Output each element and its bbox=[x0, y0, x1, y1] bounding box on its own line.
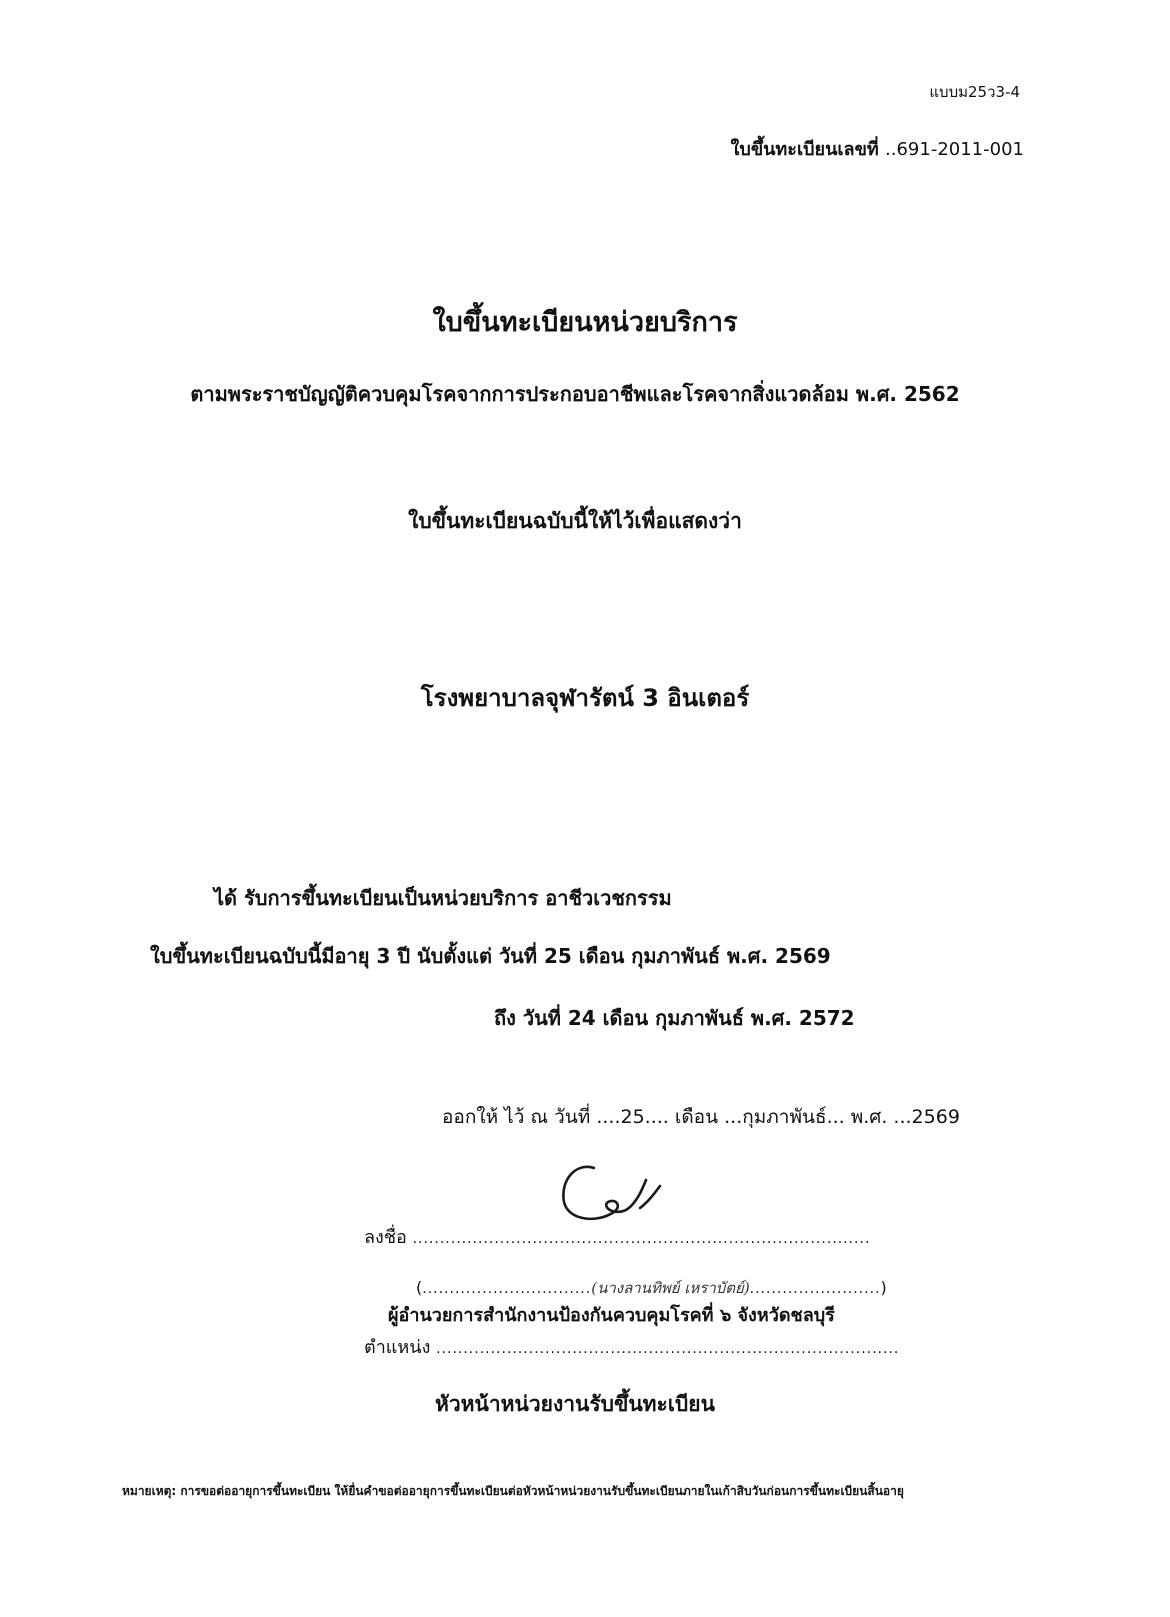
registration-service-line: ได้ รับการขึ้นทะเบียนเป็นหน่วยบริการ อาชีวเวชกรรม bbox=[214, 886, 672, 910]
validity-start-line: ใบขึ้นทะเบียนฉบับนี้มีอายุ 3 ปี นับตั้งแต่ วันที่ 25 เดือน กุมภาพันธ์ พ.ศ. 2569 bbox=[150, 944, 831, 968]
signatory-name: (นางลานทิพย์ เหราบัตย์) bbox=[591, 1279, 750, 1297]
name-dots-right: ........................ bbox=[749, 1281, 881, 1297]
registration-value: ..691-2011-001 bbox=[885, 139, 1024, 160]
registration-number bbox=[731, 134, 1024, 163]
signature-dots: .................................................................................... bbox=[412, 1231, 871, 1247]
signatory-name-line bbox=[416, 1276, 887, 1300]
position-line bbox=[364, 1332, 899, 1361]
signatory-title: ผู้อำนวยการสำนักงานป้องกันควบคุมโรคที่ ๖ จังหวัดชลบุรี bbox=[388, 1305, 835, 1326]
position-label: ตำแหน่ง bbox=[364, 1337, 431, 1358]
name-close-paren: ) bbox=[880, 1278, 887, 1297]
document-title: ใบขึ้นทะเบียนหน่วยบริการ bbox=[432, 307, 738, 338]
registration-label: ใบขึ้นทะเบียนเลขที่ bbox=[730, 139, 879, 160]
issued-date-line: ออกให้ ไว้ ณ วันที่ ....25.... เดือน ...กุมภาพันธ์... พ.ศ. ...2569 bbox=[442, 1106, 960, 1128]
name-open-paren: ( bbox=[416, 1278, 423, 1297]
certify-statement: ใบขึ้นทะเบียนฉบับนี้ให้ไว้เพื่อแสดงว่า bbox=[408, 509, 742, 533]
signature-label: ลงชื่อ bbox=[364, 1227, 407, 1248]
footnote: หมายเหตุ: การขอต่ออายุการขึ้นทะเบียน ให้ยื่นคำขอต่ออายุการขึ้นทะเบียนต่อหัวหน้าหน่วยงานรับขึ้นทะเบียนภายในเก้าสิบวันก่อนการขึ้นทะเบียนสิ้นอายุ bbox=[122, 1484, 904, 1498]
document-subtitle: ตามพระราชบัญญัติควบคุมโรคจากการประกอบอาชีพและโรคจากสิ่งแวดล้อม พ.ศ. 2562 bbox=[190, 382, 960, 406]
name-dots-left: ............................... bbox=[422, 1281, 592, 1297]
position-dots: ..................................................................................... bbox=[436, 1341, 900, 1357]
signature-line bbox=[364, 1222, 870, 1251]
registrar-title: หัวหน้าหน่วยงานรับขึ้นทะเบียน bbox=[435, 1392, 715, 1416]
organization-name: โรงพยาบาลจุฬารัตน์ 3 อินเตอร์ bbox=[420, 684, 750, 712]
validity-end-line: ถึง วันที่ 24 เดือน กุมภาพันธ์ พ.ศ. 2572 bbox=[494, 1006, 855, 1030]
form-code: แบบม25ว3-4 bbox=[929, 83, 1020, 101]
